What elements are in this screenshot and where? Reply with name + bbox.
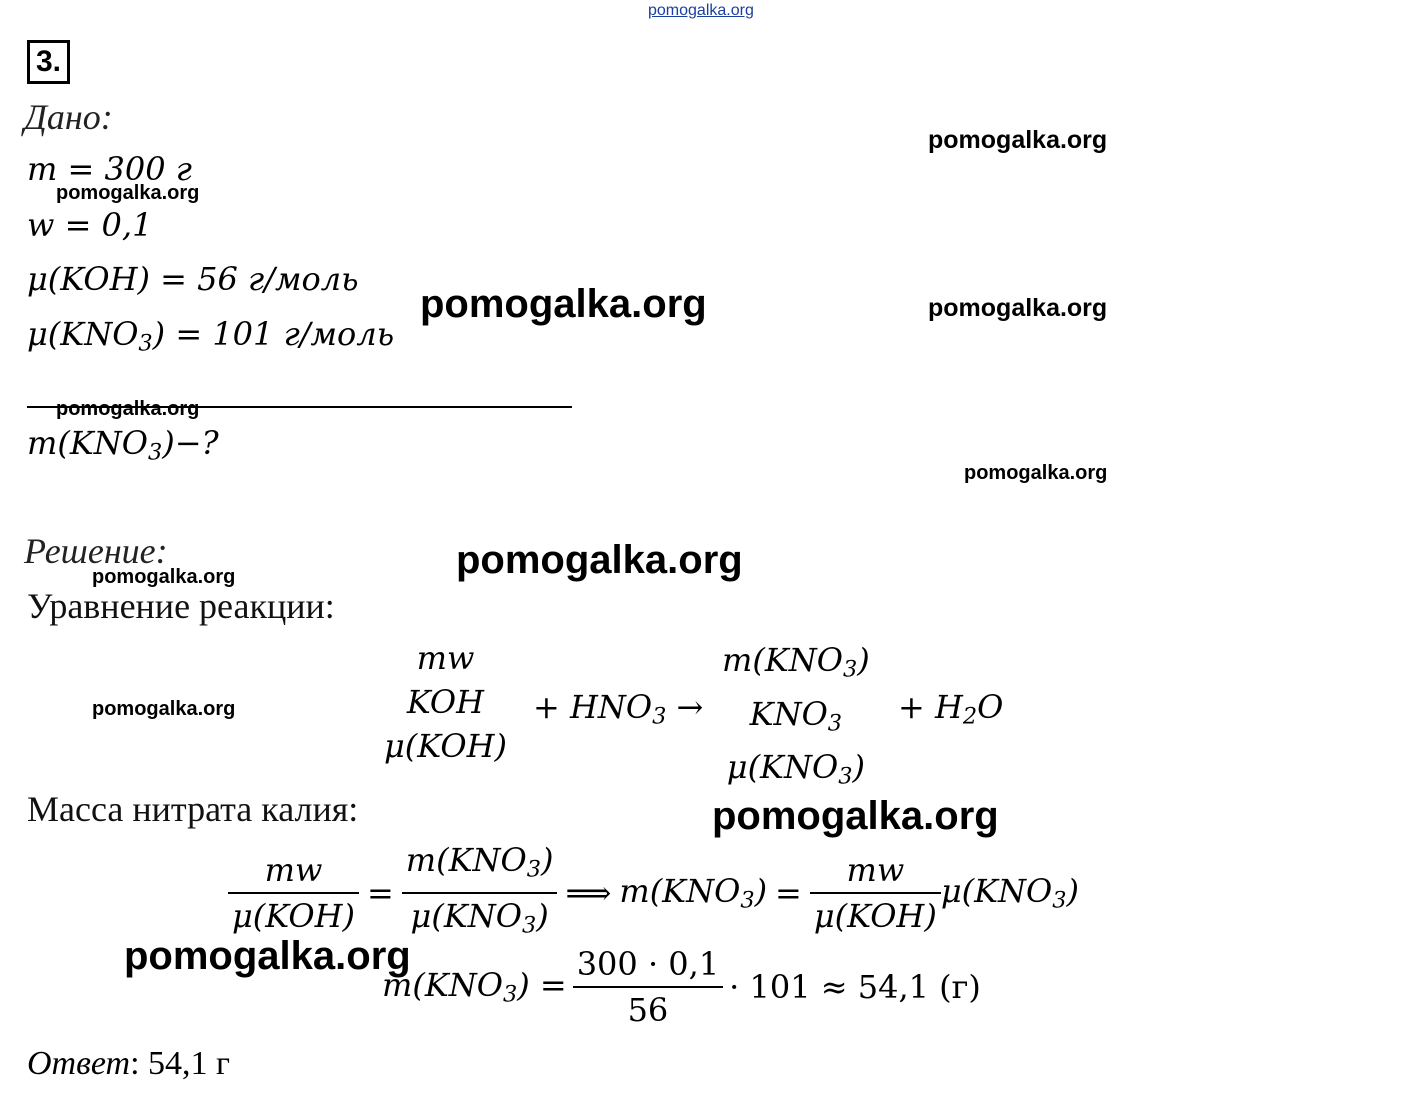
- problem-number: 3.: [27, 40, 70, 84]
- reaction-koh-stack: mw KOH μ(KOH): [384, 639, 507, 765]
- reaction-kno3-stack: $m(KNO_3)$ $KNO_3$ $\mu(KNO_3)$: [722, 641, 870, 790]
- given-label: Дано:: [24, 97, 113, 137]
- reaction-hno3: + $HNO_3$ →: [533, 688, 704, 730]
- reaction-label: Уравнение реакции:: [27, 586, 335, 626]
- watermark-4: pomogalka.org: [928, 294, 1108, 322]
- answer: Ответ: 54,1 г: [27, 1045, 230, 1082]
- mass-label: Масса нитрата калия:: [27, 789, 359, 829]
- watermark-5: pomogalka.org: [56, 398, 200, 420]
- solution-label: Решение:: [24, 531, 168, 571]
- watermark-6: pomogalka.org: [964, 462, 1108, 484]
- watermark-3: pomogalka.org: [420, 282, 707, 326]
- watermark-7: pomogalka.org: [456, 538, 743, 582]
- fraction-mkno3-mukno3: $\frac{m(KNO_3)}{\mu(KNO_3)}$: [402, 838, 558, 947]
- watermark-9: pomogalka.org: [92, 698, 236, 720]
- find-quantity: $m(KNO_3)-$?: [27, 424, 219, 466]
- fraction-mw-mukoh: $\frac{mw}{\text{μ(KOH)}}$: [228, 848, 359, 938]
- calc-fraction: $\frac{300 \cdot 0,1}{56}$: [573, 942, 723, 1032]
- watermark-10: pomogalka.org: [712, 794, 999, 838]
- watermark-top: pomogalka.org: [648, 2, 754, 19]
- reaction-h2o: + $H_2O$: [898, 688, 1004, 730]
- watermark-1: pomogalka.org: [928, 126, 1108, 154]
- watermark-2: pomogalka.org: [56, 182, 200, 204]
- given-mu-kno3: $\mu(KNO_3) = 101$ г/моль: [27, 315, 395, 357]
- watermark-11: pomogalka.org: [124, 934, 411, 978]
- watermark-8: pomogalka.org: [92, 566, 236, 588]
- calc-row: $m(KNO_3)$ = $\frac{300 \cdot 0,1}{56}$ · 101 ≈ 54,1 (г): [382, 942, 981, 1032]
- formula-row: $\frac{mw}{\text{μ(KOH)}}$ = $\frac{m(KNO_3)}{\mu(KNO_3)}$ ⟹ $m(KNO_3)$ = $\frac{mw}{\text{μ(KOH)}}$ $\mu(KNO_3)$: [228, 838, 1079, 947]
- fraction-mw-mukoh-2: $\frac{mw}{\text{μ(KOH)}}$: [810, 848, 941, 938]
- given-fraction: w = 0,1: [27, 206, 153, 244]
- given-mass: m = 300 г: [27, 150, 192, 188]
- given-mu-koh: μ(KOH) = 56 г/моль: [27, 260, 359, 298]
